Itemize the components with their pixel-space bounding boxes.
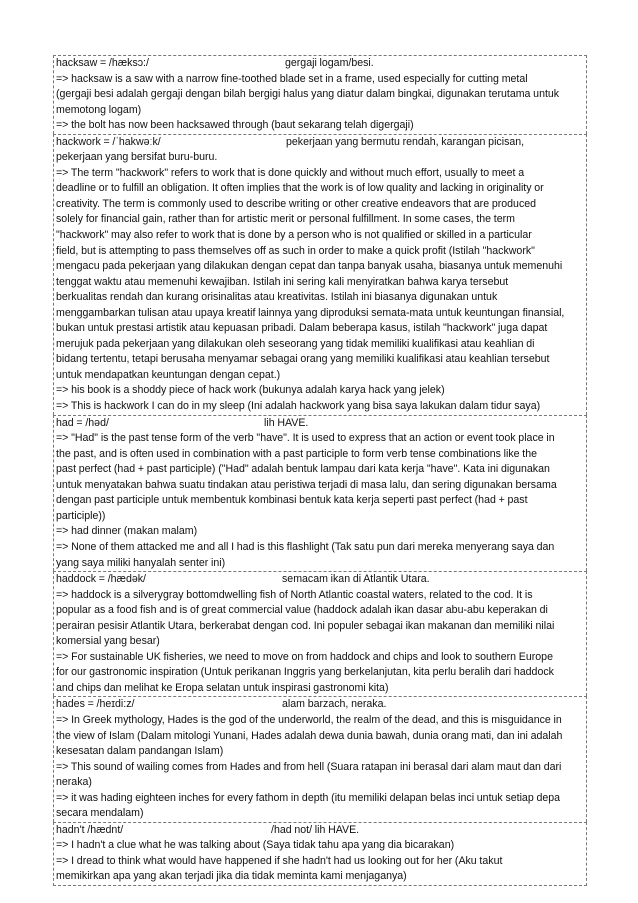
- definition-line: berkualitas rendah dan kurang orisinalitas atau kreativitas. Istilah ini biasanya digunakan untuk: [56, 291, 498, 304]
- example-line: => had dinner (makan malam): [56, 525, 198, 538]
- definition-line: => haddock is a silverygray bottomdwelling fish of North Atlantic coastal waters, related to the cod. It is: [56, 588, 533, 601]
- headword: haddock = /hædək/: [56, 573, 147, 586]
- entry-header: [56, 56, 584, 72]
- headword: had = /həd/: [56, 416, 109, 429]
- example-line: => the bolt has now been hacksawed through (baut sekarang telah digergaji): [56, 119, 414, 132]
- translation: lih HAVE.: [264, 416, 309, 429]
- example-line: => None of them attacked me and all I had is this flashlight (Tak satu pun dari mereka menyerang saya dan: [56, 540, 555, 553]
- headword: hades = /heɪdi:z/: [56, 698, 135, 711]
- dictionary-page: [53, 55, 587, 886]
- definition-line: the view of Islam (Dalam mitologi Yunani, Hades adalah dewa dunia bawah, dunia orang mati, dan ini adalah: [56, 729, 563, 742]
- definition-line: perairan pesisir Atlantik Utara, berkerabat dengan cod. Ini populer sebagai ikan makanan dan memiliki nilai: [56, 619, 555, 632]
- definition-line: the past, and is often used in combination with a past participle to form verb tense combinations like the: [56, 447, 538, 460]
- translation: /had not/ lih HAVE.: [271, 823, 360, 836]
- translation: semacam ikan di Atlantik Utara.: [282, 573, 430, 586]
- example-line: => his book is a shoddy piece of hack work (bukunya adalah karya hack yang jelek): [56, 384, 445, 397]
- translation: alam barzach, neraka.: [282, 698, 387, 711]
- definition-line: merujuk pada pekerjaan yang dilakukan oleh seseorang yang tidak memiliki kualifikasi atau keahlian di: [56, 337, 535, 350]
- entry-header: [56, 823, 584, 839]
- definition-line: menggambarkan tulisan atau upaya kreatif lainnya yang diproduksi semata-mata untuk keuntungan finansial,: [56, 306, 565, 319]
- example-line: => This sound of wailing comes from Hades and from hell (Suara ratapan ini berasal dari alam maut dan dari: [56, 760, 562, 773]
- definition-line: => "Had" is the past tense form of the verb "have". It is used to express that an action or event took place in: [56, 432, 555, 445]
- example-line: neraka): [56, 776, 92, 789]
- definition-line: field, but is attempting to pass themselves off as such in order to make a quick profit (Istilah "hackwork": [56, 244, 535, 257]
- entry-header: [56, 572, 584, 588]
- definition-line: dengan past participle untuk membentuk kombinasi bentuk kata kerja seperti past perfect (had + past: [56, 494, 528, 507]
- definition-line: untuk mendapatkan keuntungan dengan cepat.): [56, 368, 281, 381]
- example-line: => it was hading eighteen inches for every fathom in depth (itu memiliki delapan belas inci untuk setiap depa: [56, 791, 561, 804]
- example-line: => I dread to think what would have happened if she hadn't had us looking out for her (Aku takut: [56, 854, 503, 867]
- definition-line: komersial yang besar): [56, 635, 160, 648]
- example-line: yang saya miliki hanyalah senter ini): [56, 556, 226, 569]
- translation: gergaji logam/besi.: [285, 57, 374, 69]
- definition-line: => The term "hackwork" refers to work that is done quickly and without much effort, usually to meet a: [56, 166, 525, 179]
- definition-line: past perfect (had + past participle) ("Had" adalah bentuk lampau dari kata kerja "have". Kata ini digunakan: [56, 463, 550, 476]
- headword: hackwork = /ˈhakwəːk/: [56, 135, 161, 148]
- definition-line: pekerjaan yang bersifat buru-buru.: [56, 151, 218, 164]
- definition-line: => In Greek mythology, Hades is the god of the underworld, the realm of the dead, and this is misguidance in: [56, 713, 562, 726]
- entry-header: [56, 697, 584, 713]
- entry-hades: [53, 696, 587, 821]
- example-line: => For sustainable UK fisheries, we need to move on from haddock and chips and look to southern Europe: [56, 650, 553, 663]
- headword: hadn't /hædnt/: [56, 823, 124, 836]
- example-line: memikirkan apa yang akan terjadi jika dia tidak meminta kami menjaganya): [56, 870, 407, 883]
- entry-header: [56, 135, 584, 151]
- definition-line: bidang tertentu, tetapi berusaha menyamar sebagai orang yang memiliki kualifikasi atau keahlian tersebut: [56, 353, 550, 366]
- entry-haddock: [53, 571, 587, 696]
- entry-hackwork: [53, 134, 587, 415]
- definition-line: tenggat waktu atau memenuhi kewajiban. Istilah ini sering kali menyiratkan bahwa karya tersebut: [56, 275, 509, 288]
- example-line: for our gastronomic inspiration (Untuk perikanan Inggris yang berkelanjutan, kita perlu beralih dari haddock: [56, 666, 554, 679]
- entry-hadnt: [53, 822, 587, 886]
- definition-line: mengacu pada pekerjaan yang dilakukan dengan cepat dan tanpa banyak usaha, biasanya untuk memenuhi: [56, 260, 563, 273]
- definition-line: bukan untuk prestasi artistik atau kepuasan pribadi. Dalam beberapa kasus, istilah "hackwork" juga dapat: [56, 322, 548, 335]
- definition-line: solely for financial gain, rather than for artistic merit or personal fulfillment. In some cases, the term: [56, 213, 515, 226]
- definition-line: kesesatan dalam pandangan Islam): [56, 745, 224, 758]
- entry-header: [56, 416, 584, 432]
- definition-line: (gergaji besi adalah gergaji dengan bilah bergigi halus yang diatur dalam bingkai, digunakan terutama untuk: [56, 88, 560, 101]
- translation: pekerjaan yang bermutu rendah, karangan picisan,: [286, 135, 525, 148]
- headword: hacksaw = /hæksɔ:/: [56, 57, 149, 69]
- definition-line: => hacksaw is a saw with a narrow fine-toothed blade set in a frame, used especially for cutting metal: [56, 72, 528, 85]
- definition-line: memotong logam): [56, 103, 142, 116]
- definition-line: participle)): [56, 509, 106, 522]
- definition-line: deadline or to fulfill an obligation. It often implies that the work is of low quality and lacking in originality or: [56, 182, 544, 195]
- entry-hacksaw: [53, 55, 587, 134]
- example-line: => This is hackwork I can do in my sleep (Ini adalah hackwork yang bisa saya lakukan dalam tidur saya): [56, 400, 541, 413]
- example-line: and chips dan melihat ke Eropa selatan untuk inspirasi gastronomi kita): [56, 681, 389, 694]
- example-line: => I hadn't a clue what he was talking about (Saya tidak tahu apa yang dia bicarakan): [56, 839, 455, 852]
- definition-line: popular as a food fish and is of great commercial value (haddock adalah ikan dasar abu-abu keperakan di: [56, 604, 548, 617]
- definition-line: "hackwork" may also refer to work that is done by a person who is not qualified or skilled in a particular: [56, 229, 532, 242]
- definition-line: creativity. The term is commonly used to describe writing or other creative endeavors that are produced: [56, 197, 537, 210]
- definition-line: untuk menyatakan bahwa suatu tindakan atau peristiwa terjadi di masa lalu, dan sering digunakan bersama: [56, 478, 557, 491]
- example-line: secara mendalam): [56, 807, 144, 820]
- entry-had: [53, 415, 587, 571]
